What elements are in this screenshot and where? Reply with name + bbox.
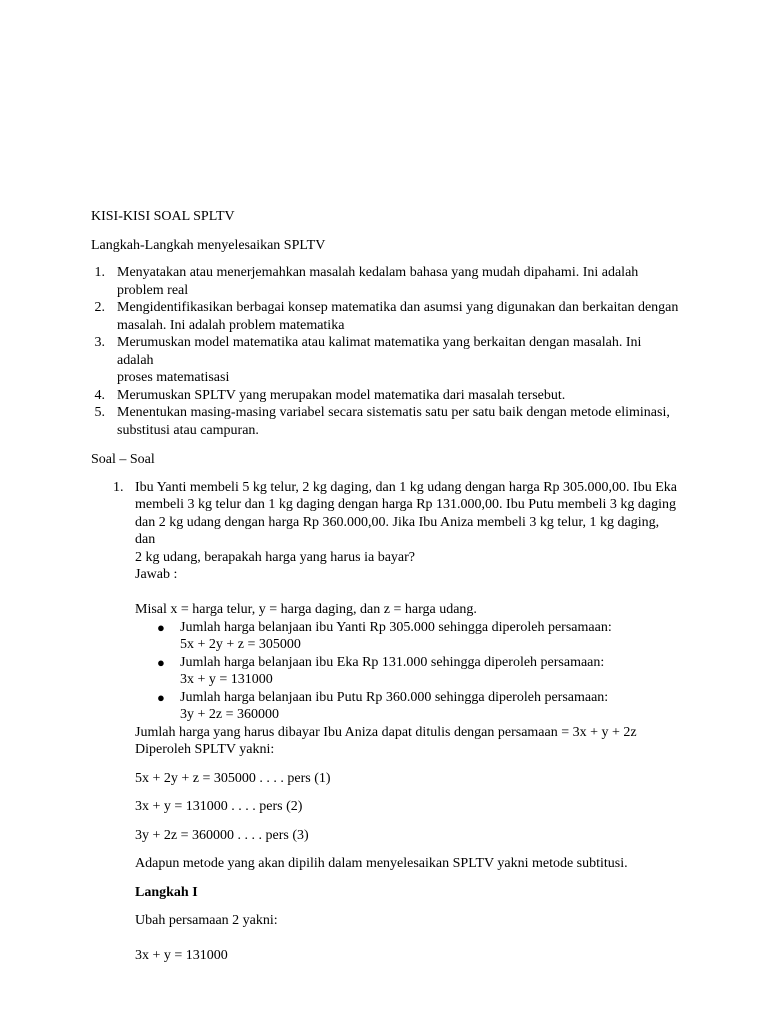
list-text: proses matematisasi bbox=[117, 370, 230, 385]
question-text: 2 kg udang, berapakah harga yang harus ia bayar? bbox=[135, 549, 416, 565]
question-text: membeli 3 kg telur dan 1 kg daging dengan harga Rp 131.000,00. Ibu Putu membeli 3 kg daging bbox=[135, 497, 676, 512]
bullet-icon: ● bbox=[157, 619, 165, 635]
list-number: 3. bbox=[94, 335, 105, 350]
aniza-text: Jumlah harga yang harus dibayar Ibu Aniza dapat ditulis dengan persamaan = 3x + y + 2z bbox=[135, 724, 637, 740]
list-number: 4. bbox=[94, 387, 105, 403]
soal-heading: Soal – Soal bbox=[91, 452, 155, 467]
list-text: substitusi atau campuran. bbox=[117, 422, 259, 438]
langkah-heading: Langkah I bbox=[135, 884, 198, 900]
document-title: KISI-KISI SOAL SPLTV bbox=[91, 209, 235, 224]
misal-text: Misal x = harga telur, y = harga daging, dan z = harga udang. bbox=[135, 602, 477, 617]
bullet-text: Jumlah harga belanjaan ibu Eka Rp 131.000 sehingga diperoleh persamaan: bbox=[180, 654, 605, 670]
bullet-list bbox=[135, 619, 681, 724]
metode-text: Adapun metode yang akan dipilih dalam menyelesaikan SPLTV yakni metode subtitusi. bbox=[135, 856, 628, 871]
ubah-text: Ubah persamaan 2 yakni: bbox=[135, 913, 278, 928]
equation: 3x + y = 131000 bbox=[180, 672, 273, 687]
jawab-label: Jawab : bbox=[135, 567, 178, 582]
list-item bbox=[91, 334, 681, 387]
question-text: dan 2 kg udang dengan harga Rp 360.000,00. Jika Ibu Aniza membeli 3 kg telur, 1 kg daging, dan bbox=[135, 514, 660, 547]
list-item bbox=[135, 654, 681, 689]
list-item bbox=[135, 619, 681, 654]
last-equation: 3x + y = 131000 bbox=[135, 948, 228, 963]
list-item bbox=[91, 299, 681, 334]
list-text: Merumuskan model matematika atau kalimat matematika yang berkaitan dengan masalah. Ini adalah bbox=[117, 335, 642, 368]
bullet-text: Jumlah harga belanjaan ibu Yanti Rp 305.000 sehingga diperoleh persamaan: bbox=[180, 619, 612, 635]
list-text: Menentukan masing-masing variabel secara sistematis satu per satu baik dengan metode eliminasi, bbox=[117, 405, 670, 420]
list-item bbox=[91, 264, 681, 299]
question-block bbox=[91, 479, 681, 965]
blank-line bbox=[135, 584, 681, 602]
system-equation-1: 5x + 2y + z = 305000 . . . . pers (1) bbox=[135, 770, 331, 786]
diperoleh-text: Diperoleh SPLTV yakni: bbox=[135, 742, 275, 757]
document-page bbox=[91, 208, 681, 965]
list-item bbox=[91, 404, 681, 439]
list-text: masalah. Ini adalah problem matematika bbox=[117, 317, 345, 333]
list-text: Menyatakan atau menerjemahkan masalah kedalam bahasa yang mudah dipahami. Ini adalah bbox=[117, 265, 639, 280]
system-equation-2: 3x + y = 131000 . . . . pers (2) bbox=[135, 799, 303, 814]
bullet-icon: ● bbox=[157, 654, 165, 670]
system-equation-3: 3y + 2z = 360000 . . . . pers (3) bbox=[135, 827, 309, 843]
bullet-text: Jumlah harga belanjaan ibu Putu Rp 360.000 sehingga diperoleh persamaan: bbox=[180, 689, 609, 705]
list-number: 5. bbox=[94, 405, 105, 420]
list-text: Mengidentifikasikan berbagai konsep matematika dan asumsi yang digunakan dan berkaitan dengan bbox=[117, 300, 679, 315]
question-number: 1. bbox=[113, 479, 124, 495]
list-item bbox=[91, 387, 681, 405]
section-subtitle: Langkah-Langkah menyelesaikan SPLTV bbox=[91, 237, 326, 253]
list-number: 2. bbox=[94, 300, 105, 315]
blank-line bbox=[135, 930, 681, 948]
list-item bbox=[135, 689, 681, 724]
bullet-icon: ● bbox=[157, 689, 165, 705]
equation: 5x + 2y + z = 305000 bbox=[180, 637, 301, 652]
list-text: problem real bbox=[117, 282, 189, 298]
question-text: Ibu Yanti membeli 5 kg telur, 2 kg daging, dan 1 kg udang dengan harga Rp 305.000,00. Ibu Eka bbox=[135, 479, 677, 495]
steps-list bbox=[91, 264, 681, 439]
list-number: 1. bbox=[94, 265, 105, 280]
list-text: Merumuskan SPLTV yang merupakan model matematika dari masalah tersebut. bbox=[117, 387, 566, 403]
equation: 3y + 2z = 360000 bbox=[180, 707, 280, 722]
